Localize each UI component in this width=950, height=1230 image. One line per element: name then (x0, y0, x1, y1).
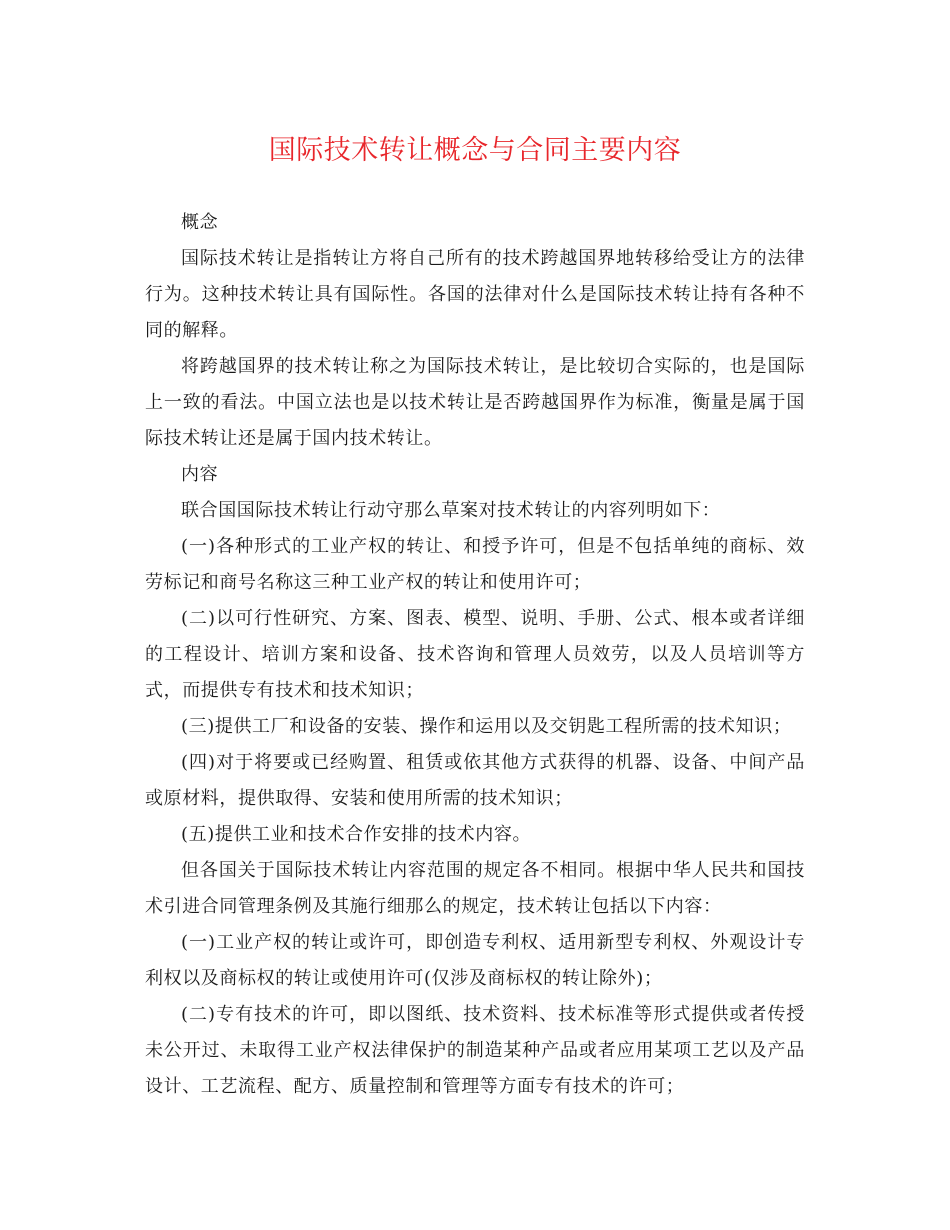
paragraph-heading-content: 内容 (181, 464, 219, 485)
document-body (145, 205, 805, 1105)
list-item: (四)对于将要或已经购置、租赁或依其他方式获得的机器、设备、中间产品或原材料，提供取得、安装和使用所需的技术知识； (145, 752, 805, 809)
list-item: (一)工业产权的转让或许可，即创造专利权、适用新型专利权、外观设计专利权以及商标权的转让或使用许可(仅涉及商标权的转让除外)； (145, 932, 805, 989)
paragraph: 将跨越国界的技术转让称之为国际技术转让，是比较切合实际的，也是国际上一致的看法。中国立法也是以技术转让是否跨越国界作为标准，衡量是属于国际技术转让还是属于国内技术转让。 (145, 356, 805, 449)
paragraph-heading-concept: 概念 (181, 212, 219, 233)
list-item: (二)以可行性研究、方案、图表、模型、说明、手册、公式、根本或者详细的工程设计、培训方案和设备、技术咨询和管理人员效劳，以及人员培训等方式，而提供专有技术和技术知识； (145, 608, 805, 701)
page-title: 国际技术转让概念与合同主要内容 (268, 135, 682, 166)
list-item: (五)提供工业和技术合作安排的技术内容。 (181, 824, 532, 845)
list-item: (三)提供工厂和设备的安装、操作和运用以及交钥匙工程所需的技术知识； (181, 716, 792, 737)
list-item: (一)各种形式的工业产权的转让、和授予许可，但是不包括单纯的商标、效劳标记和商号名称这三种工业产权的转让和使用许可； (145, 536, 805, 593)
paragraph: 联合国国际技术转让行动守那么草案对技术转让的内容列明如下： (181, 500, 721, 521)
paragraph: 国际技术转让是指转让方将自己所有的技术跨越国界地转移给受让方的法律行为。这种技术转让具有国际性。各国的法律对什么是国际技术转让持有各种不同的解释。 (145, 248, 805, 341)
paragraph: 但各国关于国际技术转让内容范围的规定各不相同。根据中华人民共和国技术引进合同管理条例及其施行细那么的规定，技术转让包括以下内容： (145, 860, 805, 917)
list-item: (二)专有技术的许可，即以图纸、技术资料、技术标准等形式提供或者传授未公开过、未取得工业产权法律保护的制造某种产品或者应用某项工艺以及产品设计、工艺流程、配方、质量控制和管理等方面专有技术的许可； (145, 1004, 805, 1097)
